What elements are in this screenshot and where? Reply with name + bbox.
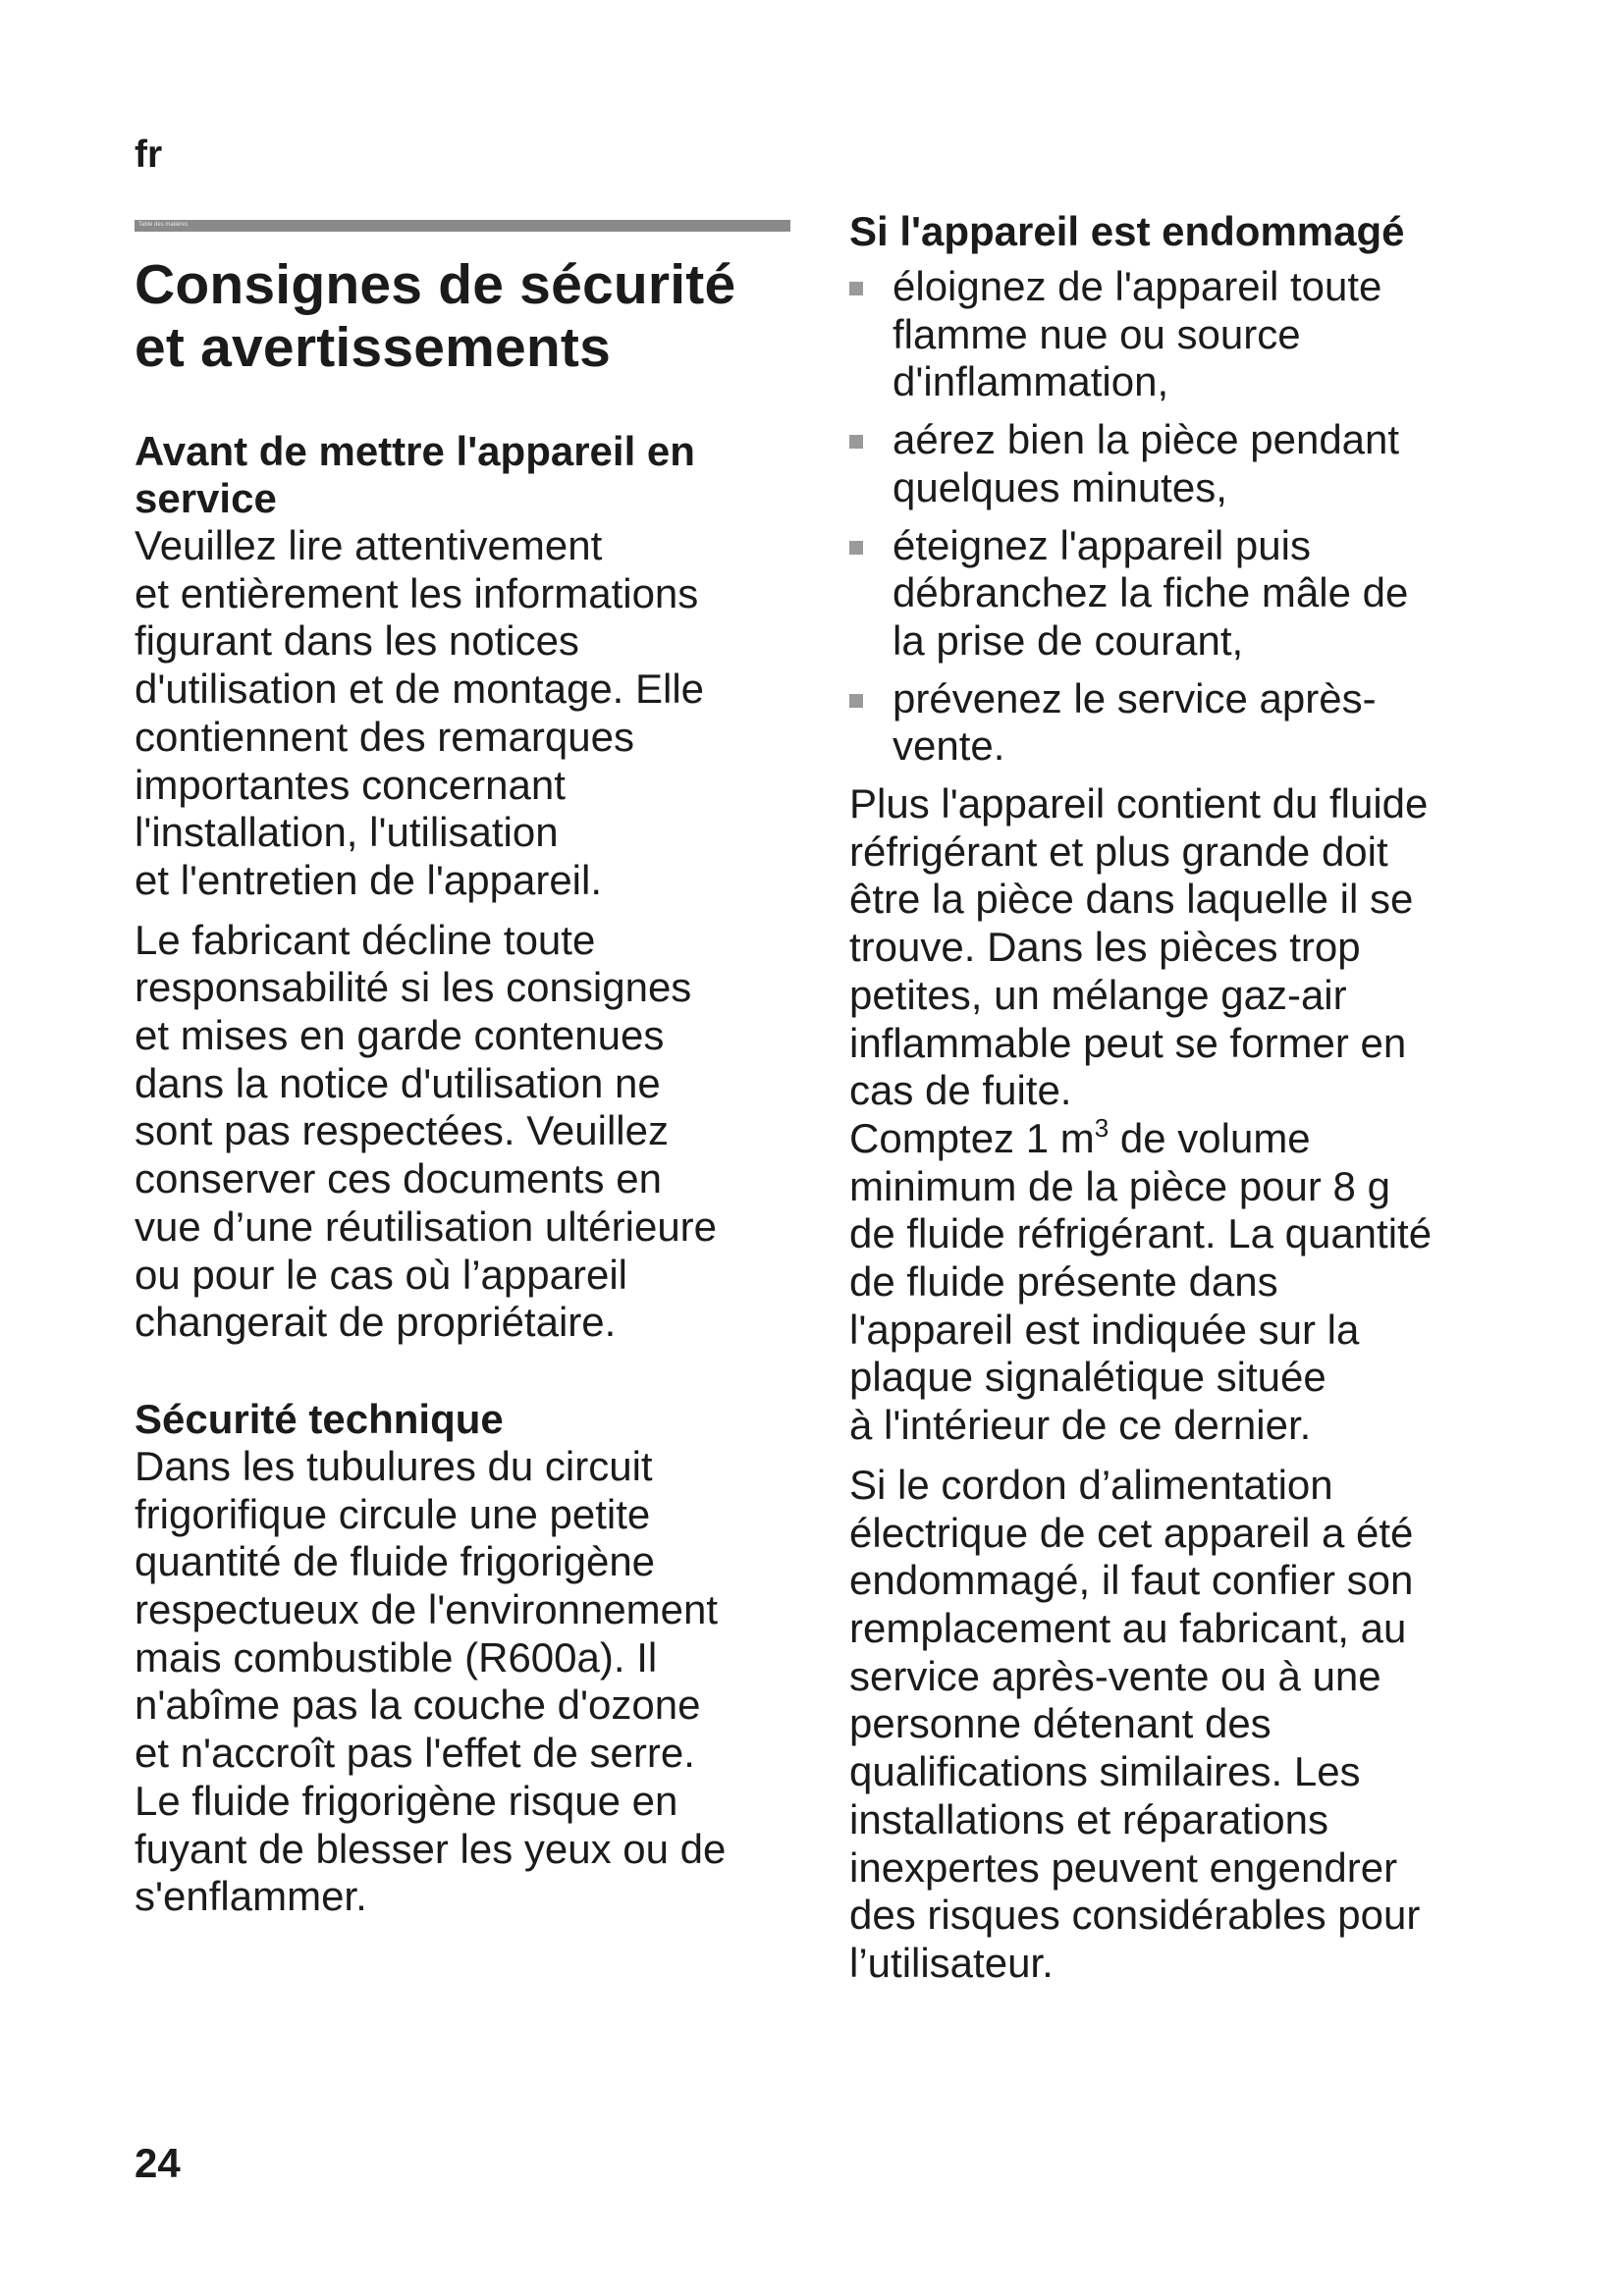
language-code: fr bbox=[135, 133, 163, 176]
paragraph-refrigerant: Dans les tubulures du circuit frigorifique circule une petite quantité de fluide frigorigène respectueux de l'environnement mais combustible (R600a). Il n'abîme pas la couche d'ozone et n'accroît pas l'effet de serre. Le fluide frigorigène risque en fuyant de blesser les yeux ou de s'enflammer. bbox=[135, 1442, 727, 1920]
divider-tag: Table des matières bbox=[138, 222, 189, 228]
section-heading-technical-safety: Sécurité technique bbox=[135, 1395, 504, 1442]
page-number: 24 bbox=[135, 2140, 181, 2186]
volume-rule-start: Comptez 1 m bbox=[849, 1114, 1095, 1161]
square-bullet-icon bbox=[849, 435, 863, 449]
cubic-superscript: 3 bbox=[1094, 1112, 1110, 1143]
square-bullet-icon bbox=[849, 541, 863, 555]
section-heading-before-use: Avant de mettre l'appareil en service bbox=[135, 428, 695, 521]
paragraph-power-cord: Si le cordon d’alimentation électrique de cet appareil a été endommagé, il faut confier son remplacement au fabricant, au service après-vente ou à une personne détenant des qualifications similaires. Les installations et réparations inexpertes peuvent engendrer des risques considérables pour l’utilisateur. bbox=[849, 1461, 1421, 1986]
list-item-text: aérez bien la pièce pendant quelques minutes, bbox=[893, 416, 1400, 510]
list-item-text: prévenez le service après- vente. bbox=[893, 674, 1377, 770]
list-item-text: éteignez l'appareil puis débranchez la fiche mâle de la prise de courant, bbox=[893, 521, 1409, 664]
right-column bbox=[849, 208, 1527, 1988]
square-bullet-icon bbox=[849, 282, 863, 295]
page-title: Consignes de sécurité et avertissements bbox=[135, 253, 736, 379]
list-item bbox=[849, 416, 1527, 511]
left-column bbox=[135, 245, 802, 1921]
list-item bbox=[849, 263, 1527, 406]
paragraph-volume-rule bbox=[849, 1112, 1527, 1450]
list-item-text: éloignez de l'appareil toute flamme nue ou source d'inflammation, bbox=[893, 263, 1382, 405]
volume-rule-rest: de volume minimum de la pièce pour 8 g de fluide réfrigérant. La quantité de fluide présente dans l'appareil est indiquée sur la plaque signalétique située à l'intérieur de ce dernier. bbox=[849, 1114, 1433, 1449]
list-item bbox=[849, 675, 1527, 771]
list-item bbox=[849, 522, 1527, 666]
square-bullet-icon bbox=[849, 694, 863, 708]
damage-steps-list bbox=[849, 263, 1527, 771]
section-divider bbox=[135, 220, 790, 232]
section-heading-damaged-appliance: Si l'appareil est endommagé bbox=[849, 208, 1405, 254]
paragraph-liability: Le fabricant décline toute responsabilité si les consignes et mises en garde contenues dans la notice d'utilisation ne sont pas respectées. Veuillez conserver ces documents en vue d’une réutilisation ultérieure ou pour le cas où l’appareil changerait de propriétaire. bbox=[135, 916, 718, 1346]
paragraph-room-size: Plus l'appareil contient du fluide réfrigérant et plus grande doit être la pièce dans laquelle il se trouve. Dans les pièces trop petites, un mélange gaz-air inflammable peut se former en cas de fuite. bbox=[849, 780, 1429, 1114]
paragraph-read-instructions: Veuillez lire attentivement et entièrement les informations figurant dans les notices d'utilisation et de montage. Elle contiennent des remarques importantes concernant l'installation, l'utilisation et l'entretien de l'appareil. bbox=[135, 522, 705, 903]
